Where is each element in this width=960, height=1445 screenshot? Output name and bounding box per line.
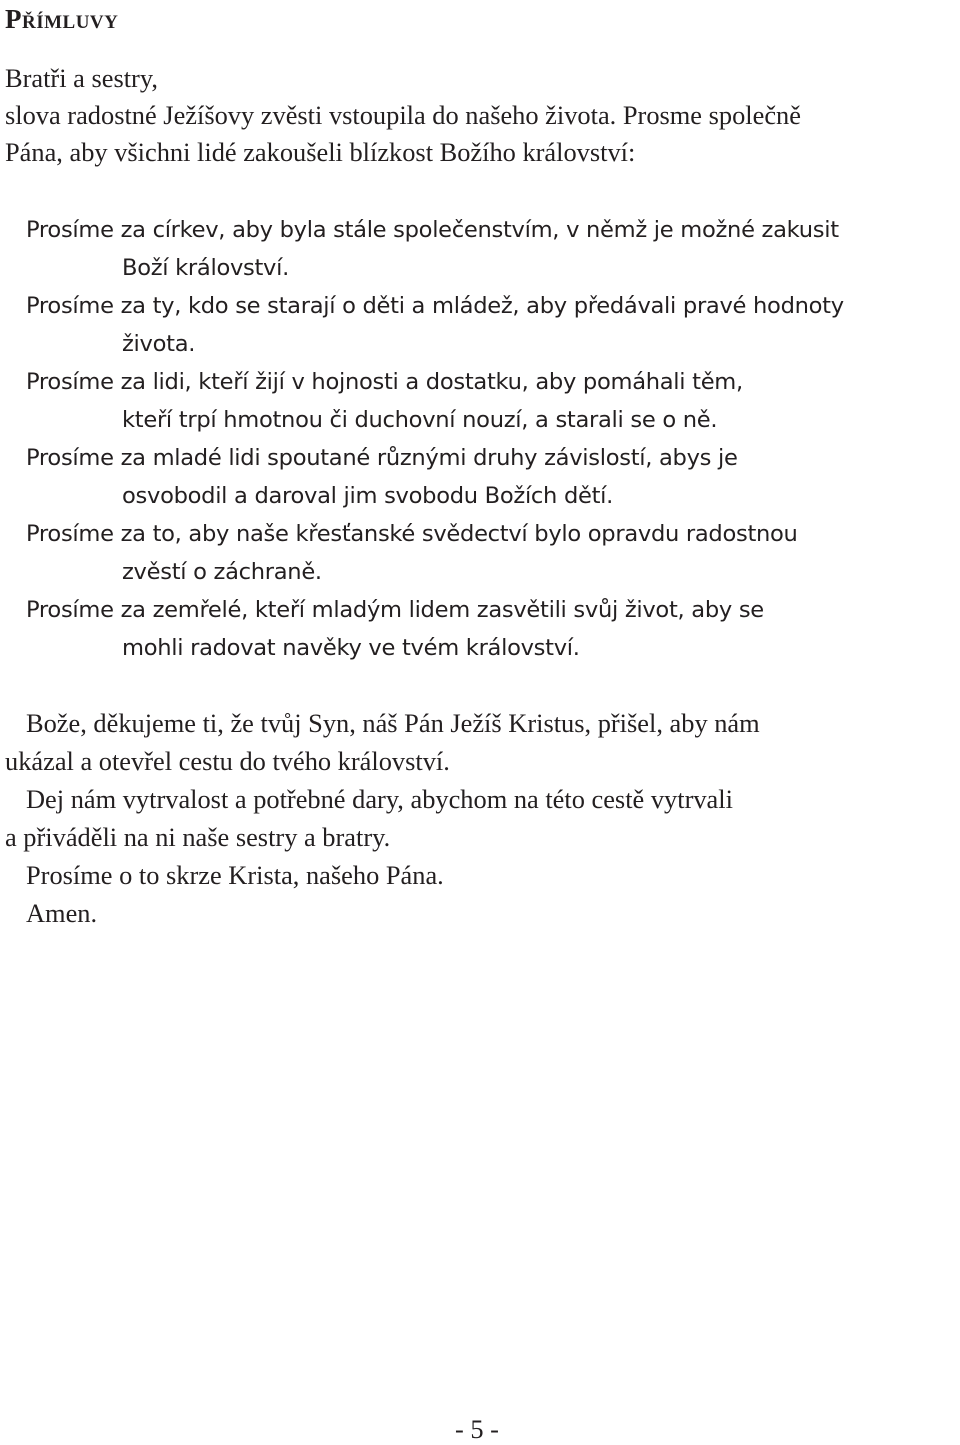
petition-continuation: kteří trpí hmotnou či duchovní nouzí, a starali se o ně.	[122, 407, 718, 433]
petition-item	[26, 287, 956, 363]
petition-line: Prosíme za lidi, kteří žijí v hojnosti a dostatku, aby pomáhali těm,	[26, 369, 743, 395]
intro-line: Pána, aby všichni lidé zakoušeli blízkost Božího království:	[5, 137, 636, 167]
closing-prayer	[5, 704, 957, 932]
petition-item	[26, 439, 956, 515]
petition-line: Prosíme za církev, aby byla stále společenstvím, v němž je možné zakusit	[26, 217, 839, 243]
petition-continuation: života.	[122, 331, 196, 357]
petition-continuation: zvěstí o záchraně.	[122, 559, 322, 585]
petition-line: Prosíme za ty, kdo se starají o děti a mládež, aby předávali pravé hodnoty	[26, 293, 844, 319]
intro-line: Bratři a sestry,	[5, 63, 158, 93]
petition-item	[26, 515, 956, 591]
page-number: - 5 -	[455, 1414, 499, 1444]
intro-line: slova radostné Ježíšovy zvěsti vstoupila do našeho života. Prosme společně	[5, 100, 801, 130]
closing-line: Prosíme o to skrze Krista, našeho Pána.	[26, 860, 444, 890]
petition-item	[26, 363, 956, 439]
amen-line: Amen.	[26, 898, 98, 928]
petition-continuation: Boží království.	[122, 255, 289, 281]
petition-line: Prosíme za mladé lidi spoutané různými druhy závislostí, abys je	[26, 445, 738, 471]
page-title: Přímluvy	[5, 4, 119, 34]
petition-line: Prosíme za to, aby naše křesťanské svědectví bylo opravdu radostnou	[26, 521, 798, 547]
petition-line: Prosíme za zemřelé, kteří mladým lidem zasvětili svůj život, aby se	[26, 597, 764, 623]
closing-line: a přiváděli na ni naše sestry a bratry.	[5, 822, 391, 852]
petition-item	[26, 211, 956, 287]
petition-continuation: mohli radovat navěky ve tvém království.	[122, 635, 580, 661]
closing-line: ukázal a otevřel cestu do tvého království.	[5, 746, 450, 776]
closing-line: Dej nám vytrvalost a potřebné dary, abychom na této cestě vytrvali	[26, 784, 733, 814]
intro-paragraph	[5, 60, 957, 171]
closing-line: Bože, děkujeme ti, že tvůj Syn, náš Pán Ježíš Kristus, přišel, aby nám	[26, 708, 760, 738]
petitions-list	[26, 211, 956, 667]
petition-item	[26, 591, 956, 667]
petition-continuation: osvobodil a daroval jim svobodu Božích dětí.	[122, 483, 614, 509]
